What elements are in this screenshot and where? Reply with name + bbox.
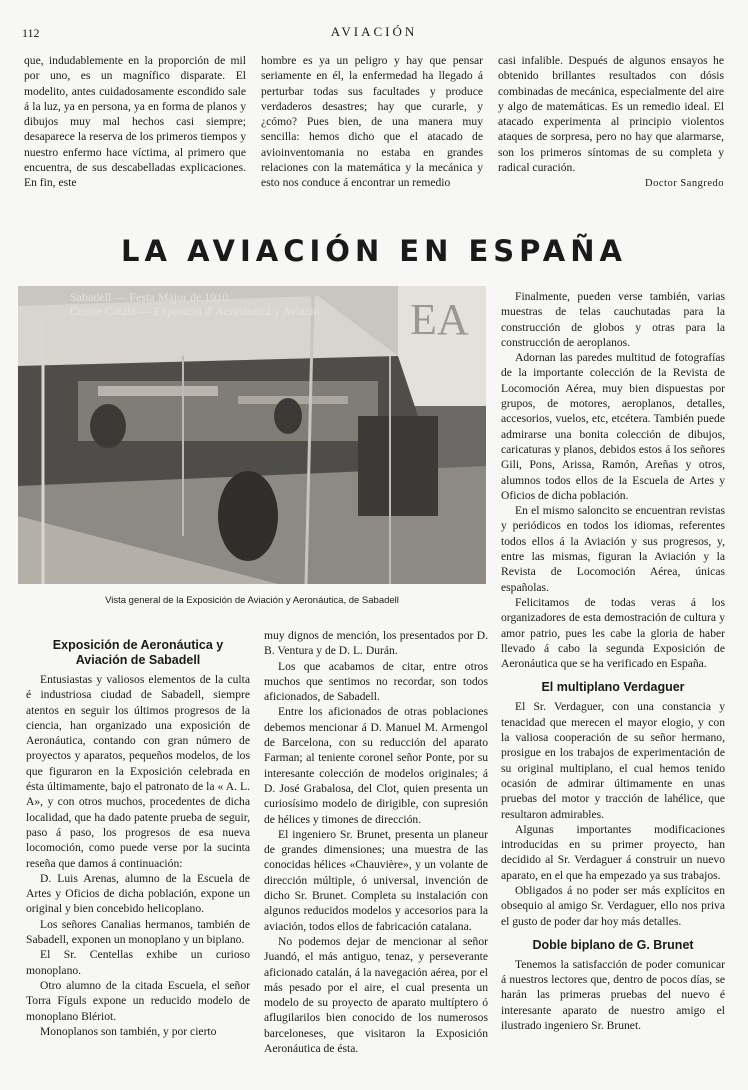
middle-p1: muy dignos de mención, los presentados por D. B. Ventura y de D. L. Durán. xyxy=(264,629,488,658)
middle-p4: El ingeniero Sr. Brunet, presenta un planeur de grandes dimensiones; una muestra de las conocidas hélices «Chauvière», y un volante de dirección múltiple, ó universal, invención de dicho Sr. Brunet. Completa su instalación con algunos reducidos modelos y accesorios para la aviación, todos ellos de fabricación catalana. xyxy=(264,827,488,933)
right-column xyxy=(501,289,725,1033)
top-column-1 xyxy=(24,53,246,191)
verdaguer-p3: Obligados á no poder ser más explícitos en obsequio al amigo Sr. Verdaguer, ello nos priva el gusto de poder dar hoy más detalles. xyxy=(501,883,725,928)
middle-p3: Entre los aficionados de otras poblaciones debemos mencionar á D. Manuel M. Armengol de Barcelona, con su reducción del aparato Farman; al teniente coronel señor Ponte, por su interesante colección de modelos originales; á D. José Grabalosa, del Clot, quien presenta un curiosísimo modelo de dirigible, con supresión de hélices y timones de dirección. xyxy=(264,705,488,826)
top-col2-text: hombre es ya un peligro y hay que pensar seriamente en él, la enfermedad ha llegado á perturbar todas sus facultades y produce verdaderos desastres; hay que curarle, y ¿cómo? Pues bien, de una manera muy sencilla: hemos dicho que el atacado de avioinventomania no estaba en grandes relaciones con la matemática y la mecánica y esto nos conduce á encontrar un remedio xyxy=(261,54,483,190)
middle-p5: No podemos dejar de mencionar al señor Juandó, el más antiguo, tenaz, y perseverante aficionado catalán, á la navegación aérea, por el más pesado por el aire, el cual presenta un modelo de su proyecto de aparato multíptero ó aflugilarilos bien conocido de los numerosos barceloneses, que visitaron la Exposición Aeronáutica de ésta. xyxy=(264,934,488,1056)
right-p1: Finalmente, pueden verse también, varias muestras de telas cauchutadas para la construcción de globos y otras para la construcción de aeroplanos. xyxy=(501,290,725,349)
photo-inscription-line1: Sabadell — Festa Major de 1910 xyxy=(70,290,229,304)
page-number: 112 xyxy=(22,26,40,40)
svg-text:EA: EA xyxy=(410,295,469,344)
right-p4: Felicitamos de todas veras á los organizadores de esta demostración de cultura y amor patrio, pues les cabe la gloria de haber llevado á cabo la segunda Exposición de Aeronáutica que se ha verificado en España. xyxy=(501,595,725,671)
middle-p2: Los que acabamos de citar, entre otros muchos que sentimos no recordar, son todos aficionados, de Sabadell. xyxy=(264,659,488,704)
middle-column xyxy=(264,628,488,1056)
author-signature: Doctor Sangredo xyxy=(645,178,724,190)
top-col1-text: que, indudablemente en la proporción de mil por uno, es un magnífico disparate. El modelito, antes cuidadosamente escondido sale á la luz, ya en persona, ya en forma de planos y dibujos muy mal hechos casi siempre; desaparece la reserva de los primeros tiempos y nuestro enfermo hace víctima, al primero que encuentra, de sus descabelladas explicaciones. En fin, este xyxy=(24,54,246,190)
brunet-heading: Doble biplano de G. Brunet xyxy=(532,937,694,952)
brunet-p1: Tenemos la satisfacción de poder comunicar á nuestros lectores que, dentro de pocos días, se harán las primeras pruebas del nuevo é interesante aparato de nuestro amigo el ilustrado ingeniero Sr. Brunet. xyxy=(501,957,725,1033)
running-head: AVIACIÓN xyxy=(330,24,418,39)
exhibition-photo xyxy=(18,286,486,584)
left-p2: D. Luis Arenas, alumno de la Escuela de Artes y Oficios de dicha población, expone un original y bien concebido helicoplano. xyxy=(26,871,250,916)
right-p3: En el mismo saloncito se encuentran revistas y periódicos en todos los idiomas, referentes todos ellos á la Aviación y sus progresos, y, entre las mismas, figuran la Aviación y la Revista de Locomoción Aérea, únicas españolas. xyxy=(501,504,725,594)
left-p5: Otro alumno de la citada Escuela, el señor Torra Fíguls expone un reducido modelo de monoplano Blériot. xyxy=(26,978,250,1023)
exhibition-hall-illustration xyxy=(18,286,486,584)
photo-inscription xyxy=(70,290,320,318)
photo-caption: Vista general de la Exposición de Aviación y Aeronáutica, de Sabadell xyxy=(105,595,399,606)
left-p4: El Sr. Centellas exhibe un curioso monoplano. xyxy=(26,948,250,977)
left-p3: Los señores Canalias hermanos, también de Sabadell, exponen un monoplano y un biplano. xyxy=(26,917,250,947)
verdaguer-p1: El Sr. Verdaguer, con una constancia y tenacidad que merecen el mayor elogio, y con la valiosa cooperación de su señor hermano, prosigue en los trabajos de experimentación de su original multiplano, el cual hemos tenido ocasión de admirar últimamente en unas pruebas del motor y tracción de lahélice, que resultaron admirables. xyxy=(501,700,725,821)
left-p6: Monoplanos son también, y por cierto xyxy=(40,1024,217,1038)
photo-inscription-line2: Centre Catalá — Exposició d' Aerináutica y Aviació xyxy=(70,304,320,318)
top-col3-text: casi infalible. Después de algunos ensayos he obtenido brillantes resultados con dósis combinadas de mecánica, especialmente del aire y algo de matemáticas. Es un remedio ideal. El atacado experimenta al principio violentos ataques de sorpresa, pero no hay que alarmarse, son los primeros síntomas de su completa y radical curación. xyxy=(498,54,724,175)
left-column xyxy=(26,638,250,1039)
right-p2: Adornan las paredes multitud de fotografías de la importante colección de la Revista de Locomoción Aérea, muy bien dispuestas por grupos, de motores, aeroplanos, detalles, accesorios, vuelos, etc, etcétera. También puede admirarse una bonita colección de dibujos, caricaturas y planos, debidos estos á los señores Gili, Pons, Arissa, Ramón, Areñas y otros, alumnos todos ellos de la Escuela de Artes y Oficios de dicha población. xyxy=(501,351,725,502)
exposicion-heading: Exposición de Aeronáutica y Aviación de Sabadell xyxy=(52,638,224,667)
top-column-2 xyxy=(261,53,483,191)
verdaguer-p2: Algunas importantes modificaciones introducidas en su primer proyecto, han decidido al Sr. Verdaguer á construir un nuevo aparato, en el que ha empezado ya sus trabajos. xyxy=(501,822,725,882)
left-p1: Entusiastas y valiosos elementos de la culta é industriosa ciudad de Sabadell, siempre atentos en seguir los últimos progresos de la ciencia, han organizado una exposición de Aeronáutica, contando con gran número de proyectos y aparatos, pequeños modelos, de los que figuraron en la Exposición celebrada en ésta últimamente, bajo el patronato de la « A. L. A», y con otros muchos, procedentes de dicha localidad, que ha dado patente prueba de seguir, paso á paso, los progresos de esa nueva locomoción, como puede verse por la sucinta reseña que damos á continuación: xyxy=(26,673,250,870)
verdaguer-heading: El multiplano Verdaguer xyxy=(541,680,685,695)
top-column-3 xyxy=(498,53,724,192)
article-title: LA AVIACIÓN EN ESPAÑA xyxy=(121,234,627,268)
